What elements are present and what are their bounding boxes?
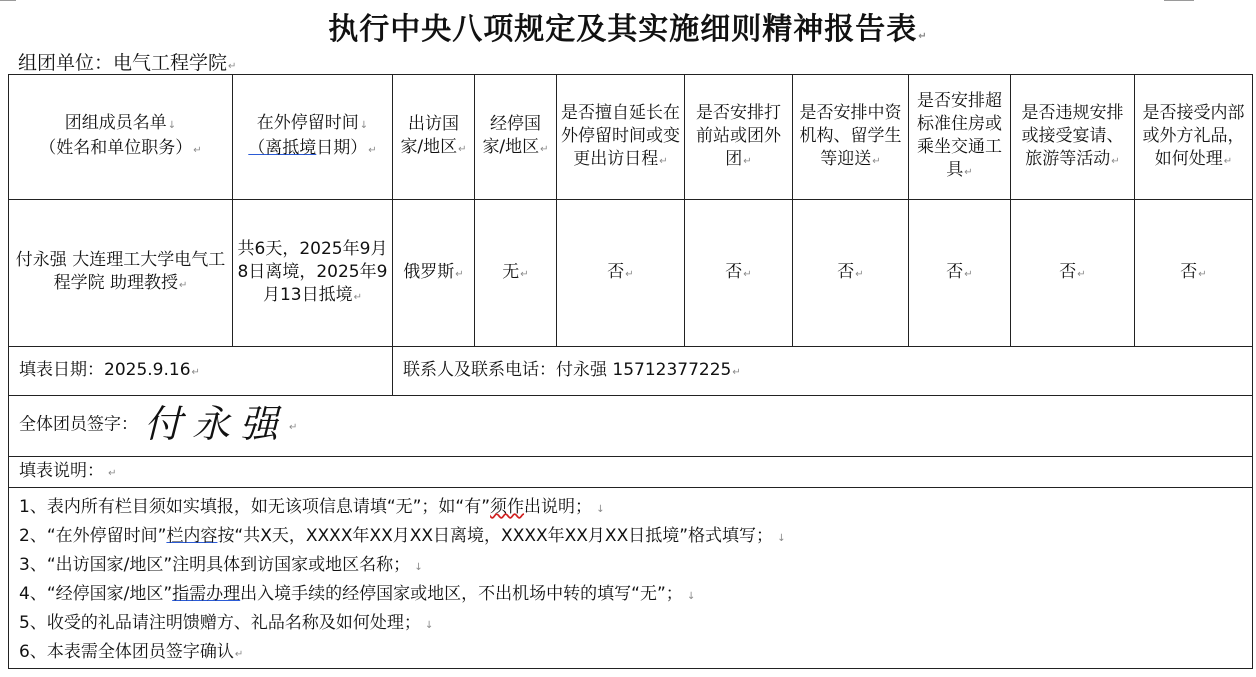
organizing-unit: 组团单位：电气工程学院↵: [18, 52, 237, 74]
header-reception: 是否安排中资机构、留学生等迎送↵: [793, 75, 909, 200]
cell-overstandard-housing: 否↵: [909, 200, 1011, 347]
note-5: 5、收受的礼品请注明馈赠方、礼品名称及如何处理； ↓: [19, 613, 434, 633]
cell-banquet-tourism: 否↵: [1011, 200, 1135, 347]
note-1: 1、表内所有栏目须如实填报，如无该项信息请填“无”；如“有”须作出说明； ↓: [19, 497, 605, 517]
report-table: [8, 74, 1253, 669]
page-corner-mark-left: [0, 0, 16, 1]
cell-visit-country: 俄罗斯↵: [393, 200, 475, 347]
cell-transit-country: 无↵: [475, 200, 557, 347]
date-contact-row: [9, 347, 1253, 396]
fill-date: 填表日期：2025.9.16↵: [9, 347, 393, 396]
notes-title-row: [9, 457, 1253, 488]
cell-stay-time: 共6天，2025年9月8日离境，2025年9月13日抵境↵: [233, 200, 393, 347]
header-gifts: 是否接受内部或外方礼品，如何处理↵: [1135, 75, 1253, 200]
contact-info: 联系人及联系电话：付永强 15712377225↵: [393, 347, 1253, 396]
notes-row: [9, 488, 1253, 669]
header-member: 团组成员名单↓ （姓名和单位职务）↵: [9, 75, 233, 200]
cell-reception: 否↵: [793, 200, 909, 347]
page-corner-mark-right: [1164, 0, 1194, 1]
signature-row: [9, 396, 1253, 457]
header-banquet-tourism: 是否违规安排或接受宴请、旅游等活动↵: [1011, 75, 1135, 200]
cell-advance-team: 否↵: [685, 200, 793, 347]
notes-title: 填表说明： ↵: [9, 457, 1253, 488]
header-advance-team: 是否安排打前站或团外团↵: [685, 75, 793, 200]
handwritten-signature: 付永强: [144, 402, 289, 447]
note-3: 3、“出访国家/地区”注明具体到访国家或地区名称； ↓: [19, 555, 423, 575]
header-visit-country: 出访国家/地区↵: [393, 75, 475, 200]
signature-cell: 全体团员签字： 付永强↵: [9, 396, 1253, 457]
cell-member: 付永强 大连理工大学电气工程学院 助理教授↵: [9, 200, 233, 347]
report-title: 执行中央八项规定及其实施细则精神报告表↵: [328, 12, 928, 47]
note-2: 2、“在外停留时间”栏内容按“共X天，XXXX年XX月XX日离境，XXXX年XX月XX日抵境”格式填写； ↓: [19, 526, 786, 546]
header-row: [9, 75, 1253, 200]
signature-label: 全体团员签字：: [19, 414, 138, 435]
notes-cell: [9, 488, 1253, 669]
header-transit-country: 经停国家/地区↵: [475, 75, 557, 200]
header-overstandard-housing: 是否安排超标准住房或乘坐交通工具↵: [909, 75, 1011, 200]
note-4: 4、“经停国家/地区”指需办理出入境手续的经停国家或地区，不出机场中转的填写“无”； ↓: [19, 584, 696, 604]
note-6: 6、本表需全体团员签字确认↵: [19, 642, 244, 662]
header-stay-time: 在外停留时间↓ （离抵境日期）↵: [233, 75, 393, 200]
member-row: [9, 200, 1253, 347]
header-extend-stay: 是否擅自延长在外停留时间或变更出访日程↵: [557, 75, 685, 200]
cell-gifts: 否↵: [1135, 200, 1253, 347]
cell-extend-stay: 否↵: [557, 200, 685, 347]
